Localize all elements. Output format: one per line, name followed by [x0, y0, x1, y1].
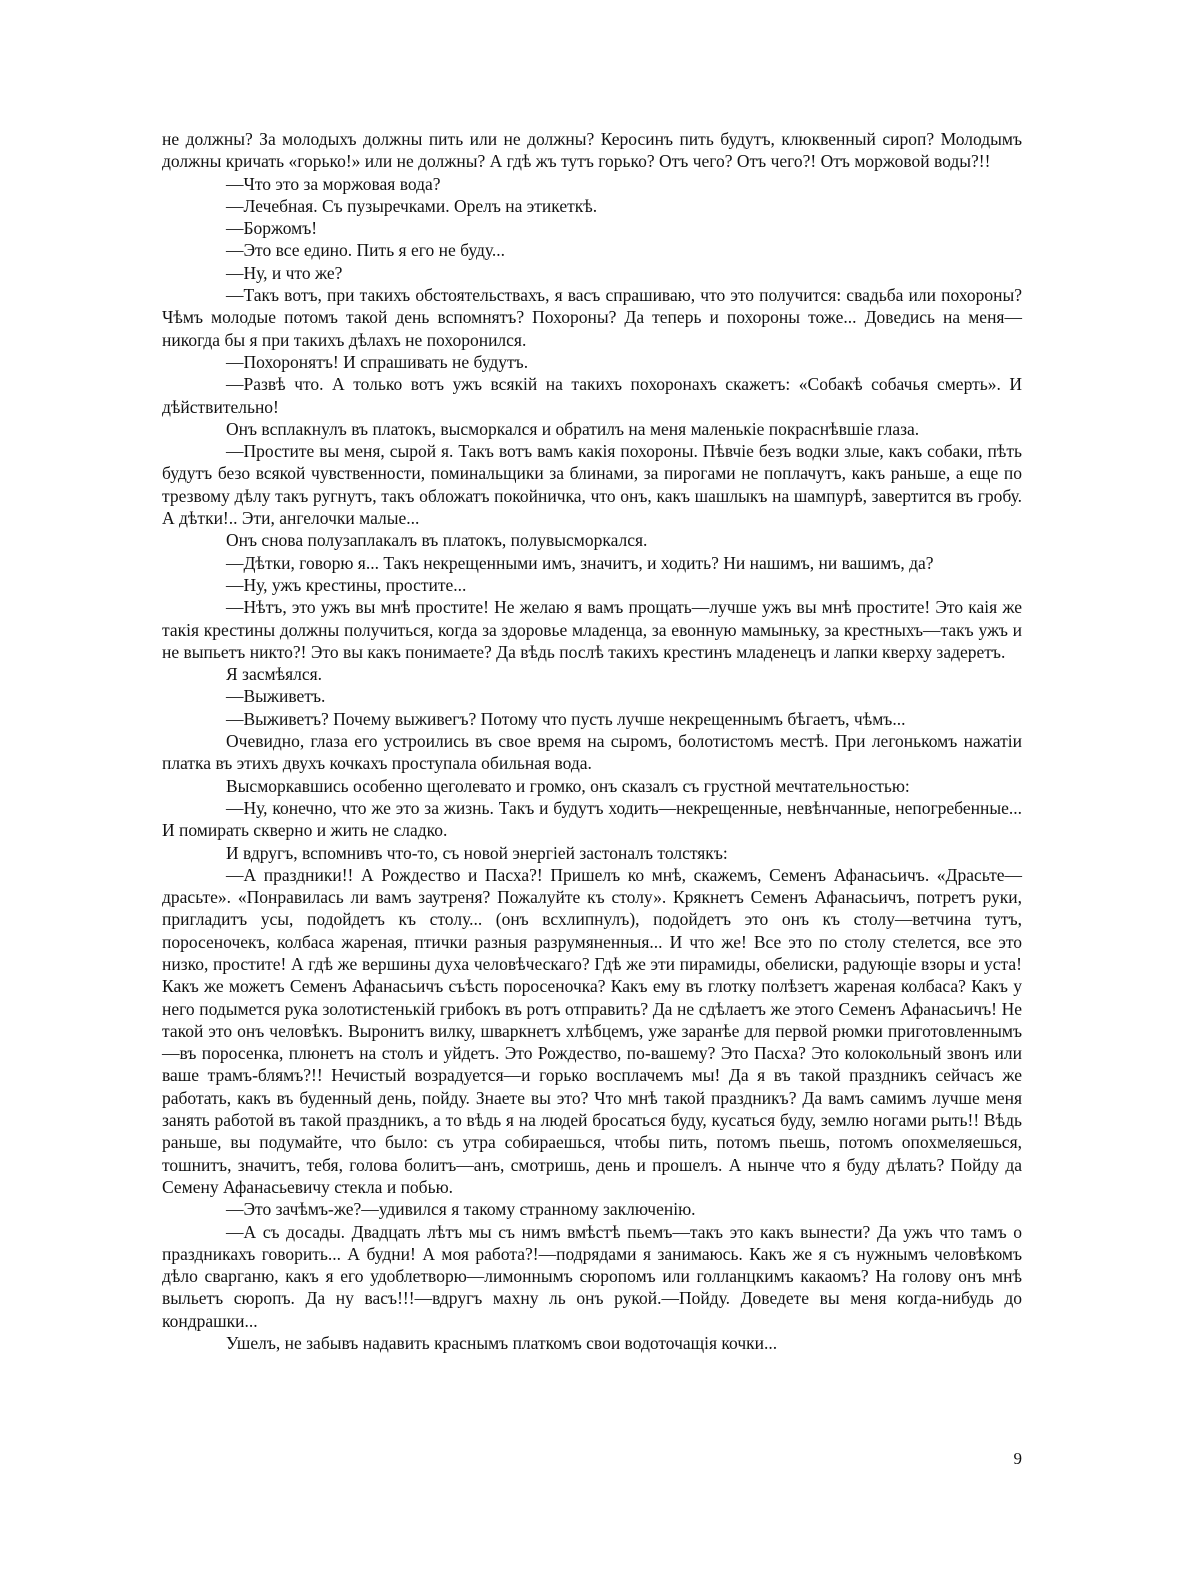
paragraph: —Это все едино. Пить я его не буду... — [226, 240, 506, 261]
page-body — [162, 128, 1022, 1354]
paragraph: Онъ снова полузаплакалъ въ платокъ, полувысморкался. — [226, 530, 648, 551]
paragraph: —Похоронятъ! И спрашивать не будутъ. — [226, 351, 529, 372]
paragraph: —Такъ вотъ, при такихъ обстоятельствахъ, я васъ спрашиваю, что это получится: свадьба или похороны? Чѣмъ молодые потомъ такой день вспомнятъ? Похороны? Да теперь и похороны тоже... Доведись на меня—никогда бы я при такихъ дѣлахъ не похоронился. — [162, 285, 1022, 350]
paragraph: —Выживетъ? Почему выживегъ? Потому что пусть лучше некрещеннымъ бѣгаетъ, чѣмъ... — [226, 708, 906, 729]
paragraph: —А праздники!! А Рождество и Пасха?! Пришелъ ко мнѣ, скажемъ, Семенъ Афанасьичъ. «Драсьте—драсьте». «Понравилась ли вамъ заутреня? Пожалуйте къ столу». Крякнетъ Семенъ Афанасьичъ, потретъ руки, пригладитъ усы, подойдетъ къ столу... (онъ всхлипнулъ), подойдетъ это онъ къ столу—ветчина тутъ, поросеночекъ, колбаса жареная, птички разныя разрумяненныя... И что же! Все это по столу стелется, все это низко, простите! А гдѣ же вершины духа человѣческаго? Гдѣ же эти пирамиды, обелиски, радующіе взоры и уста! Какъ же можетъ Семенъ Афанасьичъ съѣсть поросеночка? Какъ ему въ глотку полѣзетъ жареная колбаса? Какъ у него подымется рука золотистенькій грибокъ въ ротъ отправить? Да не сдѣлаетъ же этого Семенъ Афанасьичъ! Не такой это онъ человѣкъ. Выронитъ вилку, шваркнетъ хлѣбцемъ, уже заранѣе для первой рюмки приготовленнымъ—въ поросенка, плюнетъ на столъ и уйдетъ. Это Рождество, по-вашему? Это Пасха? Это колокольный звонъ или ваше трамъ-блямъ?!! Нечистый возрадуется—и горько восплачемъ мы! Да я въ такой праздникъ сейчасъ же работать, какъ въ буденный день, пойду. Знаете вы это? Что мнѣ такой праздникъ? Да вамъ самимъ лучше меня занять работой въ такой праздникъ, а то вѣдь я на людей бросаться буду, кусаться буду, землю ногами рыть!! Вѣдь раньше, вы подумайте, что было: съ утра собираешься, чтобы пить, потомъ пьешь, потомъ опохмеляешься, тошнитъ, значитъ, тебя, голова болитъ—анъ, смотришь, день и прошелъ. А нынче что я буду дѣлать? Пойду да Семену Афанасьевичу стекла и побью. — [162, 864, 1022, 1197]
paragraph: Ушелъ, не забывъ надавить краснымъ платкомъ свои водоточащія кочки... — [226, 1333, 778, 1354]
paragraph: —Боржомъ! — [226, 218, 318, 239]
page-number: 9 — [1013, 1449, 1022, 1468]
paragraph: —Ну, ужъ крестины, простите... — [226, 574, 467, 595]
paragraph: —Лечебная. Съ пузыречками. Орелъ на этикеткѣ. — [226, 195, 598, 216]
paragraph: —Нѣтъ, это ужъ вы мнѣ простите! Не желаю я вамъ прощать—лучше ужъ вы мнѣ простите! Это каія же такія крестины должны получиться, когда за здоровье младенца, за евонную мамыньку, за крестныхъ—такъ ужъ и не выпьетъ никто?! Это вы какъ понимаете? Да вѣдь послѣ такихъ крестинъ младенецъ и лапки кверху задеретъ. — [162, 597, 1022, 662]
paragraph: И вдругъ, вспомнивъ что-то, съ новой энергіей застоналъ толстякъ: — [226, 842, 728, 863]
paragraph: —Ну, и что же? — [226, 262, 343, 283]
paragraph: Я засмѣялся. — [226, 664, 323, 685]
paragraph: —Дѣтки, говорю я... Такъ некрещенными имъ, значитъ, и ходить? Ни нашимъ, ни вашимъ, да? — [226, 552, 934, 573]
paragraph: —А съ досады. Двадцать лѣтъ мы съ нимъ вмѣстѣ пьемъ—такъ это какъ вынести? Да ужъ что тамъ о праздникахъ говорить... А будни! А моя работа?!—подрядами я занимаюсь. Какъ же я съ нужнымъ человѣкомъ дѣло сварганю, какъ я его удоблетворю—лимоннымъ сюропомъ или голланцкимъ какаомъ? На голову онъ мнѣ выльетъ сюропъ. Да ну васъ!!!—вдругъ махну ль онъ рукой.—Пойду. Доведете вы меня когда-нибудь до кондрашки... — [162, 1221, 1022, 1331]
paragraph: —Развѣ что. А только вотъ ужъ всякій на такихъ похоронахъ скажетъ: «Собакѣ собачья смерть». И дѣйствительно! — [162, 374, 1022, 417]
paragraph: —Что это за моржовая вода? — [226, 173, 441, 194]
paragraph: Очевидно, глаза его устроились въ свое время на сыромъ, болотистомъ местѣ. При легонькомъ нажатіи платка въ этихъ двухъ кочкахъ проступала обильная вода. — [162, 731, 1022, 774]
paragraph: —Это зачѣмъ-же?—удивился я такому странному заключенію. — [226, 1199, 696, 1220]
paragraph: Высморкавшись особенно щеголевато и громко, онъ сказалъ съ грустной мечтательностью: — [226, 775, 910, 796]
paragraph: —Выживетъ. — [226, 686, 326, 707]
paragraph: —Ну, конечно, что же это за жизнь. Такъ и будутъ ходить—некрещенные, невѣнчанные, непогребенные... И помирать скверно и жить не сладко. — [162, 797, 1022, 841]
paragraph-continuation: не должны? За молодыхъ должны пить или не должны? Керосинъ пить будутъ, клюквенный сироп? Молодымъ должны кричать «горько!» или не должны? А гдѣ жъ тутъ горько? Отъ чего? Отъ чего?! Отъ моржовой воды?!! — [162, 129, 1022, 172]
paragraph: Онъ всплакнулъ въ платокъ, высморкался и обратилъ на меня маленькіе покраснѣвшіе глаза. — [226, 418, 920, 439]
paragraph: —Простите вы меня, сырой я. Такъ вотъ вамъ какія похороны. Пѣвчіе безъ водки злые, какъ собаки, пѣть будутъ безо всякой чувственности, поминальщики за блинами, за пирогами не поплачутъ, какъ раньше, а еще по трезвому дѣлу такъ ругнутъ, такъ обложатъ покойничка, что онъ, какъ шашлыкъ на шампурѣ, завертится въ гробу. А дѣтки!.. Эти, ангелочки малые... — [162, 441, 1022, 529]
